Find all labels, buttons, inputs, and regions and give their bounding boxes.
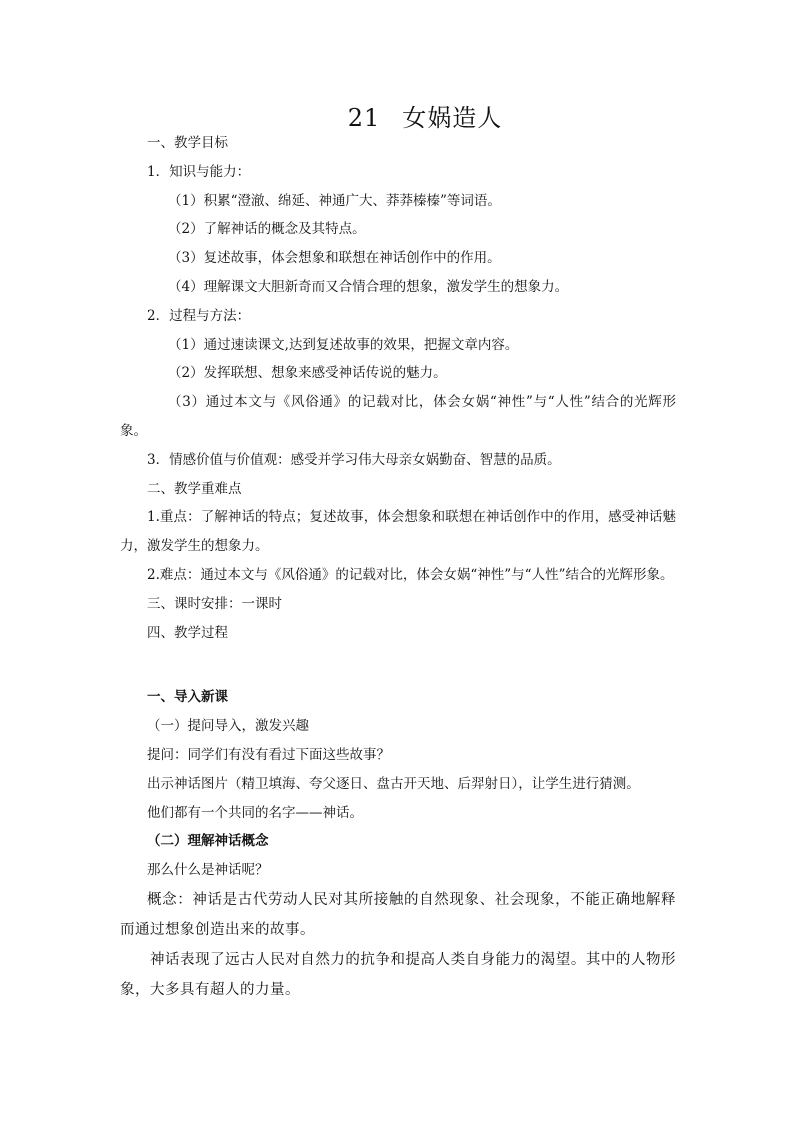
subsection-heading: （一）提问导入，激发兴趣 <box>147 718 309 735</box>
paragraph: 他们都有一个共同的名字——神话。 <box>147 804 363 821</box>
paragraph: 1.重点：了解神话的特点；复述故事，体会想象和联想在神话创作中的作用，感受神话魅力，激发学生的想象力。 <box>120 509 676 555</box>
paragraph: 神话表现了远古人民对自然力的抗争和提高人类自身能力的渴望。其中的人物形象，大多具有超人的力量。 <box>120 951 676 998</box>
section-heading: 三、课时安排：一课时 <box>147 595 282 612</box>
list-item: （1）通过速读课文,达到复述故事的效果，把握文章内容。 <box>168 336 519 353</box>
list-item: （4）理解课文大胆新奇而又合情合理的想象，激发学生的想象力。 <box>168 278 569 295</box>
subsection-heading: 2．过程与方法： <box>147 307 251 324</box>
paragraph: 提问：同学们有没有看过下面这些故事？ <box>147 746 390 763</box>
list-item: （2）发挥联想、想象来感受神话传说的魅力。 <box>168 365 447 382</box>
section-heading: 一、教学目标 <box>147 135 228 151</box>
list-item: （3）复述故事，体会想象和联想在神话创作中的作用。 <box>168 250 501 267</box>
lesson-title: 女娲造人 <box>402 104 503 132</box>
list-item: （1）积累“澄澈、绵延、神通广大、莽莽榛榛”等词语。 <box>168 192 501 209</box>
list-item: （3）通过本文与《风俗通》的记载对比，体会女娲“神性”与“人性”结合的光辉形象。 <box>120 394 676 439</box>
list-item: （2）了解神话的概念及其特点。 <box>168 221 366 238</box>
document-body <box>120 129 676 1005</box>
paragraph: 那么什么是神话呢？ <box>147 862 269 879</box>
section-heading: 四、教学过程 <box>147 624 228 641</box>
section-heading: 二、教学重难点 <box>147 480 242 497</box>
paragraph: 出示神话图片（精卫填海、夸父逐日、盘古开天地、后羿射日），让学生进行猜测。 <box>147 775 640 792</box>
paragraph: 3．情感价值与价值观：感受并学习伟大母亲女娲勤奋、智慧的品质。 <box>147 451 561 468</box>
section-heading: 一、导入新课 <box>147 689 228 706</box>
subsection-heading: 1．知识与能力： <box>147 163 251 180</box>
paragraph: 2.难点：通过本文与《风俗通》的记载对比，体会女娲“神性”与“人性”结合的光辉形象。 <box>147 566 674 583</box>
subsection-heading: （二）理解神话概念 <box>147 833 269 850</box>
spacer <box>120 647 676 683</box>
lesson-number: 21 <box>347 104 381 132</box>
paragraph: 概念：神话是古代劳动人民对其所接触的自然现象、社会现象，不能正确地解释而通过想象创造出来的故事。 <box>120 891 676 938</box>
page-title <box>0 98 794 133</box>
